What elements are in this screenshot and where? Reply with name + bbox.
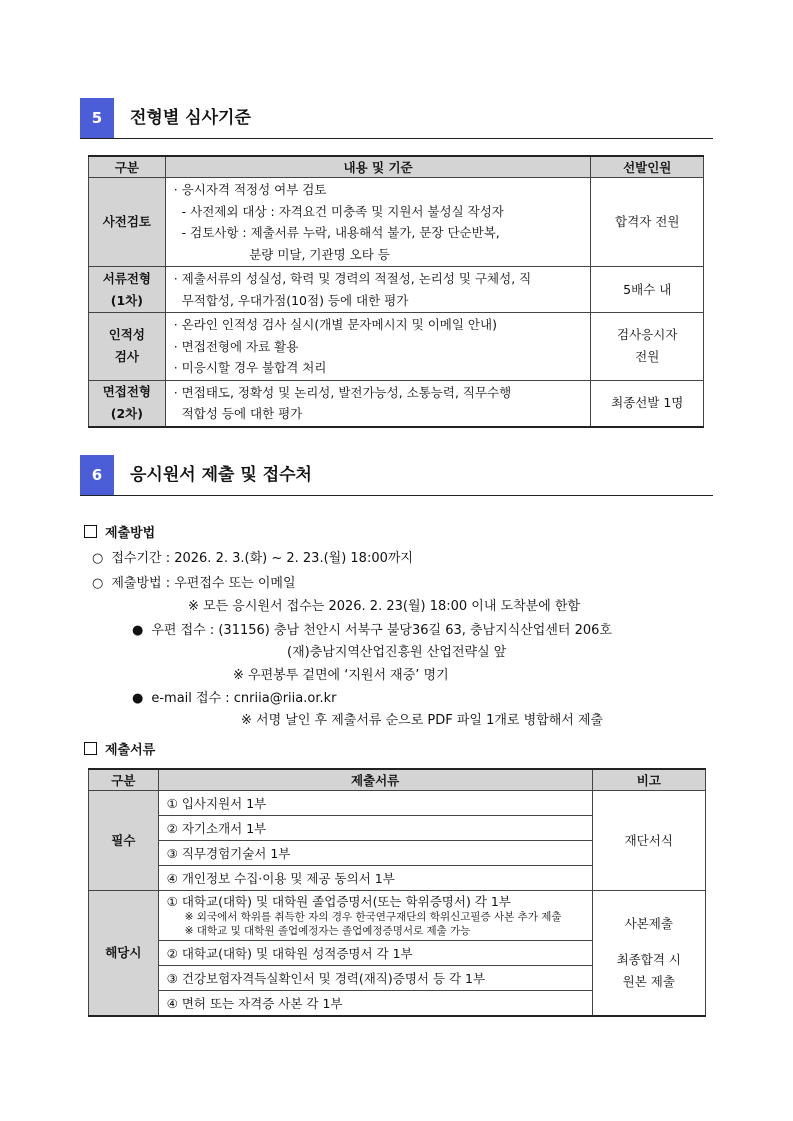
row-category: 면접전형 (2차) xyxy=(89,380,166,427)
envelope-note: ※ 우편봉투 겉면에 ‘지원서 재중’ 명기 xyxy=(233,668,449,683)
post-recipient: (재)충남지역산업진흥원 산업전략실 앞 xyxy=(287,645,507,660)
checkbox-square-icon xyxy=(84,525,97,538)
post-address: ● 우편 접수 : (31156) 충남 천안시 서북구 불당36길 63, 충남지식산업센터 206호 xyxy=(132,623,612,638)
bullet-dot-icon: ● xyxy=(132,623,144,638)
header-category: 구분 xyxy=(89,769,159,791)
header-selection: 선발인원 xyxy=(591,156,704,178)
table-row xyxy=(89,891,706,941)
required-item: ① 입사지원서 1부 xyxy=(158,791,592,816)
row-selection: 검사응시자 전원 xyxy=(591,313,704,381)
checkbox-square-icon xyxy=(84,742,97,755)
screening-criteria-table xyxy=(88,155,704,428)
row-content: · 면접태도, 정확성 및 논리성, 발전가능성, 소통능력, 직무수행 적합성 등에 대한 평가 xyxy=(165,380,591,427)
row-category: 사전검토 xyxy=(89,178,166,267)
header-remarks: 비고 xyxy=(592,769,705,791)
header-documents: 제출서류 xyxy=(158,769,592,791)
table-row xyxy=(89,791,706,816)
row-content: · 온라인 인적성 검사 실시(개별 문자메시지 및 이메일 안내) · 면접전형에 자료 활용 · 미응시할 경우 불합격 처리 xyxy=(165,313,591,381)
conditional-note: 사본제출 최종합격 시 원본 제출 xyxy=(592,891,705,1017)
deadline-note: ※ 모든 응시원서 접수는 2026. 2. 23(월) 18:00 이내 도착분에 한함 xyxy=(188,599,581,614)
row-content: · 제출서류의 성실성, 학력 및 경력의 적절성, 논리성 및 구체성, 직 무적합성, 우대가점(10점) 등에 대한 평가 xyxy=(165,267,591,313)
pdf-note: ※ 서명 날인 후 제출서류 순으로 PDF 파일 1개로 병합해서 제출 xyxy=(241,713,604,728)
email-address: ● e-mail 접수 : cnriia@riia.or.kr xyxy=(132,691,337,706)
conditional-item: ② 대학교(대학) 및 대학원 성적증명서 각 1부 xyxy=(158,941,592,966)
section-5-header xyxy=(80,98,713,139)
table-row xyxy=(89,178,704,267)
conditional-item: ① 대학교(대학) 및 대학원 졸업증명서(또는 학위증명서) 각 1부 ※ 외국에서 학위를 취득한 자의 경우 한국연구재단의 학위신고필증 사본 추가 제출 ※ 대학교 및 대학원 졸업예정자는 졸업예정증명서로 제출 가능 xyxy=(158,891,592,941)
method-heading: 제출방법 xyxy=(84,522,155,541)
section-number: 6 xyxy=(80,455,114,495)
row-selection: 합격자 전원 xyxy=(591,178,704,267)
table-row xyxy=(89,267,704,313)
table-row xyxy=(89,380,704,427)
table-row xyxy=(89,313,704,381)
row-category: 인적성 검사 xyxy=(89,313,166,381)
table-header-row xyxy=(89,769,706,791)
section-title: 전형별 심사기준 xyxy=(130,108,251,128)
required-item: ② 자기소개서 1부 xyxy=(158,816,592,841)
header-content: 내용 및 기준 xyxy=(165,156,591,178)
row-content: · 응시자격 적정성 여부 검토 - 사전제외 대상 : 자격요건 미충족 및 지원서 불성실 작성자 - 검토사항 : 제출서류 누락, 내용해석 불가, 문장 단순반복, 분량 미달, 기관명 오타 등 xyxy=(165,178,591,267)
required-note: 재단서식 xyxy=(592,791,705,891)
section-number: 5 xyxy=(80,98,114,138)
row-selection: 최종선발 1명 xyxy=(591,380,704,427)
circle-bullet-icon: ○ xyxy=(92,576,104,591)
section-title: 응시원서 제출 및 접수처 xyxy=(130,465,312,485)
conditional-item: ④ 면허 또는 자격증 사본 각 1부 xyxy=(158,991,592,1017)
docs-heading: 제출서류 xyxy=(84,739,155,758)
conditional-item: ③ 건강보험자격득실확인서 및 경력(재직)증명서 등 각 1부 xyxy=(158,966,592,991)
required-item: ④ 개인정보 수집·이용 및 제공 동의서 1부 xyxy=(158,866,592,891)
section-6-header xyxy=(80,455,713,496)
documents-table xyxy=(88,768,706,1017)
required-category: 필수 xyxy=(89,791,159,891)
header-category: 구분 xyxy=(89,156,166,178)
table-header-row xyxy=(89,156,704,178)
method-text: ○ 제출방법 : 우편접수 또는 이메일 xyxy=(92,576,296,591)
required-item: ③ 직무경험기술서 1부 xyxy=(158,841,592,866)
conditional-category: 해당시 xyxy=(89,891,159,1017)
row-selection: 5배수 내 xyxy=(591,267,704,313)
row-category: 서류전형 (1차) xyxy=(89,267,166,313)
bullet-dot-icon: ● xyxy=(132,691,144,706)
period-text: ○ 접수기간 : 2026. 2. 3.(화) ~ 2. 23.(월) 18:00까지 xyxy=(92,551,413,566)
circle-bullet-icon: ○ xyxy=(92,551,104,566)
